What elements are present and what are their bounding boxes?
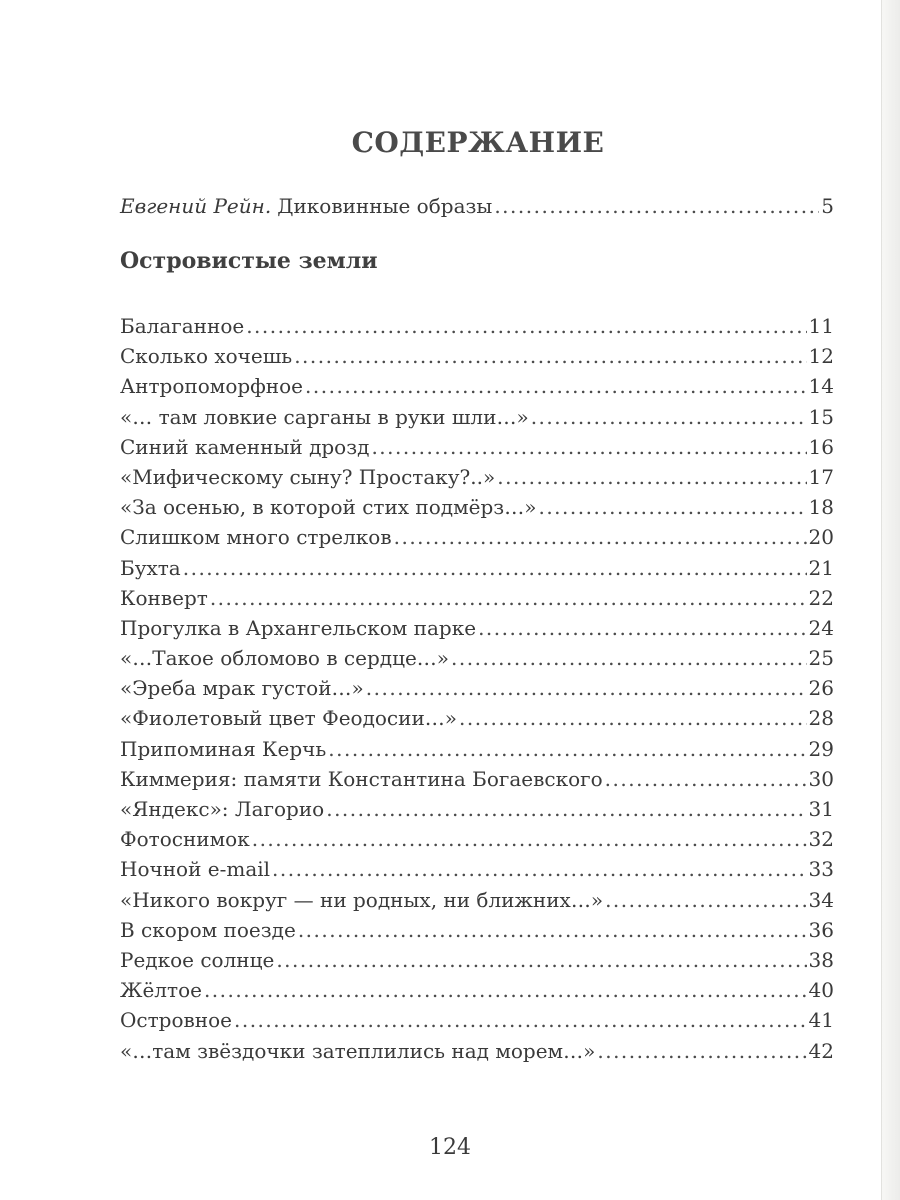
intro-page: 5 xyxy=(821,194,834,218)
toc-entry xyxy=(120,522,834,552)
toc-entry xyxy=(120,734,834,764)
dot-leader xyxy=(326,794,806,824)
toc-entry xyxy=(120,462,834,492)
dot-leader xyxy=(478,613,806,643)
toc-entry-title: Балаганное xyxy=(120,314,245,338)
toc-entry-title: «Мифическому сыну? Простаку?..» xyxy=(120,464,496,489)
toc-entry-title: В скором поезде xyxy=(120,917,296,942)
intro-title: Диковинные образы xyxy=(277,194,493,218)
dot-leader xyxy=(210,583,807,613)
toc-entry-page: 36 xyxy=(808,917,834,942)
toc-entry-title: Киммерия: памяти Константина Богаевского xyxy=(120,766,603,791)
toc-entry xyxy=(120,824,834,854)
page-title: СОДЕРЖАНИЕ xyxy=(351,126,605,159)
toc-entry-title: «Фиолетовый цвет Феодосии…» xyxy=(120,706,458,731)
dot-leader xyxy=(305,371,807,401)
dot-leader xyxy=(276,945,806,975)
toc-entry-page: 17 xyxy=(808,464,834,489)
toc-entry xyxy=(120,583,834,613)
toc-entry xyxy=(120,643,834,673)
toc-entry-title: «Эреба мрак густой…» xyxy=(120,676,364,701)
dot-leader xyxy=(605,764,807,794)
dot-leader xyxy=(497,462,806,492)
dot-leader xyxy=(459,703,807,733)
toc-entry xyxy=(120,764,834,794)
toc-entry-page: 29 xyxy=(808,736,834,761)
toc-entry-page: 42 xyxy=(808,1038,834,1063)
dot-leader xyxy=(371,432,806,462)
dot-leader xyxy=(451,643,807,673)
dot-leader xyxy=(234,1005,807,1035)
toc-entry-page: 18 xyxy=(808,495,834,520)
toc-entry-title: «За осенью, в которой стих подмёрз…» xyxy=(120,495,537,520)
toc-entry-page: 22 xyxy=(808,585,834,610)
intro-author: Евгений Рейн. xyxy=(120,194,272,218)
dot-leader xyxy=(252,824,807,854)
toc-entry-title: Фотоснимок xyxy=(120,827,250,852)
toc-entry xyxy=(120,1036,834,1066)
dot-leader xyxy=(366,673,807,703)
toc-entry-page: 41 xyxy=(808,1008,834,1033)
toc-entry xyxy=(120,975,834,1005)
dot-leader xyxy=(294,341,806,371)
toc-entry-page: 20 xyxy=(808,525,834,550)
toc-entry-title: «… там ловкие сарганы в руки шли…» xyxy=(120,404,529,429)
dot-leader xyxy=(597,1036,806,1066)
toc-entry-title: Редкое солнце xyxy=(120,947,275,972)
toc-entry-page: 32 xyxy=(808,827,834,852)
page-number: 124 xyxy=(429,1135,471,1160)
toc-entry-page: 38 xyxy=(808,947,834,972)
toc-entry xyxy=(120,613,834,643)
toc-entry xyxy=(120,1005,834,1035)
toc-entry-title: Бухта xyxy=(120,555,181,580)
toc-entry-page: 16 xyxy=(808,434,834,459)
toc-entry-page: 28 xyxy=(808,706,834,731)
toc-entry xyxy=(120,794,834,824)
toc-entry-title: Прогулка в Архангельском парке xyxy=(120,615,477,640)
toc-entry xyxy=(120,492,834,522)
dot-leader xyxy=(531,402,807,432)
dot-leader xyxy=(298,915,807,945)
toc-entry-page: 33 xyxy=(808,857,834,882)
toc-entry xyxy=(120,371,834,401)
dot-leader xyxy=(204,975,807,1005)
toc-entry xyxy=(120,703,834,733)
toc-entry-title: Конверт xyxy=(120,585,208,610)
toc-entry xyxy=(120,311,834,341)
toc-entry-page: 21 xyxy=(808,555,834,580)
toc-entry xyxy=(120,553,834,583)
toc-entry xyxy=(120,945,834,975)
dot-leader xyxy=(605,885,806,915)
toc-entry xyxy=(120,915,834,945)
toc-entry-page: 15 xyxy=(808,404,834,429)
toc-entry-page: 26 xyxy=(808,676,834,701)
toc-entry-title: Антропоморфное xyxy=(120,374,304,399)
toc-entry-title: Слишком много стрелков xyxy=(120,525,392,550)
toc-entry-title: «Никого вокруг — ни родных, ни ближних…» xyxy=(120,887,604,912)
toc-entry-page: 25 xyxy=(808,646,834,671)
dot-leader xyxy=(328,734,806,764)
toc-entry-page: 11 xyxy=(808,314,834,338)
toc-entry-title: «…Такое обломово в сердце…» xyxy=(120,646,450,671)
dot-leader xyxy=(394,522,807,552)
toc-entry-page: 24 xyxy=(808,615,834,640)
toc-entry-title: Сколько хочешь xyxy=(120,344,293,369)
toc-entry xyxy=(120,341,834,371)
toc-entry xyxy=(120,854,834,884)
toc-entry-title: Островное xyxy=(120,1008,232,1033)
toc-list xyxy=(120,311,834,1066)
dot-leader xyxy=(272,854,807,884)
toc-entry-page: 14 xyxy=(808,374,834,399)
toc-entry xyxy=(120,402,834,432)
dot-leader xyxy=(246,311,806,341)
toc-entry xyxy=(120,885,834,915)
toc-entry-title: Жёлтое xyxy=(120,978,202,1003)
dot-leader xyxy=(183,553,807,583)
toc-entry-title: Припоминая Керчь xyxy=(120,736,327,761)
dot-leader xyxy=(538,492,806,522)
toc-entry-title: «…там звёздочки затеплились над морем…» xyxy=(120,1038,596,1063)
toc-entry-page: 34 xyxy=(808,887,834,912)
toc-entry xyxy=(120,432,834,462)
page-edge xyxy=(881,0,900,1200)
toc-intro-entry xyxy=(120,192,834,220)
toc-entry-page: 40 xyxy=(808,978,834,1003)
toc-entry-page: 30 xyxy=(808,766,834,791)
section-title: Островистые земли xyxy=(120,248,378,274)
toc-entry-title: «Яндекс»: Лагорио xyxy=(120,797,325,821)
toc-entry-title: Ночной e-mail xyxy=(120,857,271,882)
toc-entry-page: 12 xyxy=(808,344,834,369)
toc-entry xyxy=(120,673,834,703)
dot-leader xyxy=(494,192,819,220)
toc-entry-page: 31 xyxy=(808,797,834,821)
toc-entry-title: Синий каменный дрозд xyxy=(120,434,370,459)
